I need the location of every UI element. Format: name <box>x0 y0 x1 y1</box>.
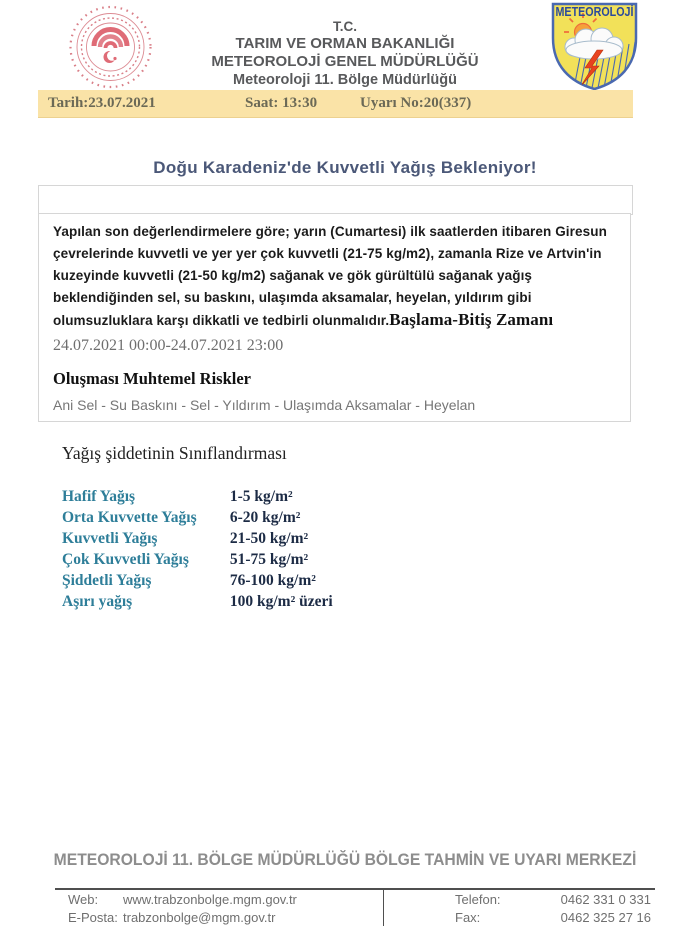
warning-title: Doğu Karadeniz'de Kuvvetli Yağış Bekleniyor! <box>153 158 537 177</box>
start-end-value: 24.07.2021 00:00-24.07.2021 23:00 <box>53 337 284 354</box>
header-ministry: TARIM VE ORMAN BAKANLIĞI <box>235 35 455 52</box>
contact-divider <box>383 890 384 926</box>
start-end-heading: Başlama-Bitiş Zamanı <box>389 310 554 329</box>
classification-value: 6-20 kg/m² <box>229 509 301 526</box>
info-time: Saat: 13:30 <box>245 95 318 111</box>
classification-label: Şiddetli Yağış <box>62 572 152 589</box>
meteorology-logo-text: METEOROLOJİ <box>555 4 634 19</box>
header-text-block <box>145 18 545 89</box>
classification-row <box>62 549 333 570</box>
risks-heading: Oluşması Muhtemel Riskler <box>53 369 251 388</box>
classification-label: Çok Kuvvetli Yağış <box>62 551 189 568</box>
classification-label: Kuvvetli Yağış <box>62 530 158 547</box>
contact-block <box>55 888 655 926</box>
warning-body-paragraph <box>53 221 622 332</box>
classification-row <box>62 591 333 612</box>
classification-row <box>62 528 333 549</box>
fax-value: 0462 325 27 16 <box>560 910 651 925</box>
risks-value: Ani Sel - Su Baskını - Sel - Yıldırım - Ulaşımda Aksamalar - Heyelan <box>53 397 476 413</box>
classification-value: 21-50 kg/m² <box>229 530 309 547</box>
classification-heading: Yağış şiddetinin Sınıflandırması <box>62 443 287 463</box>
warning-body-text: Yapılan son değerlendirmelere göre; yarın (Cumartesi) ilk saatlerden itibaren Giresun çevrelerinde kuvvetli ve yer yer çok kuvvetli (21-75 kg/m2), zamanla Rize ve Artvin'in kuzeyinde kuvvetli (21-50 kg/m2) sağanak ve gök gürültülü sağanak yağış beklendiğinden sel, su baskını, ulaşımda aksamalar, heyelan, yıldırım gibi olumsuzluklara karşı dikkatli ve tedbirli olunmalıdır. <box>53 224 607 328</box>
fax-label: Fax: <box>455 910 481 925</box>
phone-label: Telefon: <box>455 892 501 907</box>
email-label: E-Posta: <box>68 910 118 925</box>
warning-box-header <box>38 185 633 215</box>
classification-label: Hafif Yağış <box>62 488 136 505</box>
header-regional-directorate: Meteoroloji 11. Bölge Müdürlüğü <box>233 72 457 88</box>
classification-row <box>62 486 333 507</box>
classification-row <box>62 507 333 528</box>
header-tc: T.C. <box>332 19 357 34</box>
warning-box <box>38 213 631 422</box>
email-value: trabzonbolge@mgm.gov.tr <box>123 910 276 925</box>
phone-value: 0462 331 0 331 <box>560 892 651 907</box>
classification-value: 100 kg/m² üzeri <box>229 593 333 610</box>
info-warning-no: Uyarı No:20(337) <box>360 95 472 111</box>
header-general-directorate: METEOROLOJİ GENEL MÜDÜRLÜĞÜ <box>211 53 479 70</box>
classification-label: Orta Kuvvette Yağış <box>62 509 197 526</box>
classification-value: 1-5 kg/m² <box>229 488 293 505</box>
classification-value: 76-100 kg/m² <box>229 572 316 589</box>
classification-row <box>62 570 333 591</box>
footer-title: METEOROLOJİ 11. BÖLGE MÜDÜRLÜĞÜ BÖLGE TAHMİN VE UYARI MERKEZİ <box>53 851 637 869</box>
classification-label: Aşırı yağış <box>62 593 133 610</box>
classification-table <box>62 486 333 612</box>
meteorology-shield-logo <box>547 0 642 92</box>
web-url: www.trabzonbolge.mgm.gov.tr <box>123 892 297 907</box>
web-label: Web: <box>68 892 99 907</box>
classification-value: 51-75 kg/m² <box>229 551 309 568</box>
info-date: Tarih:23.07.2021 <box>48 95 156 111</box>
info-bar <box>38 90 633 118</box>
